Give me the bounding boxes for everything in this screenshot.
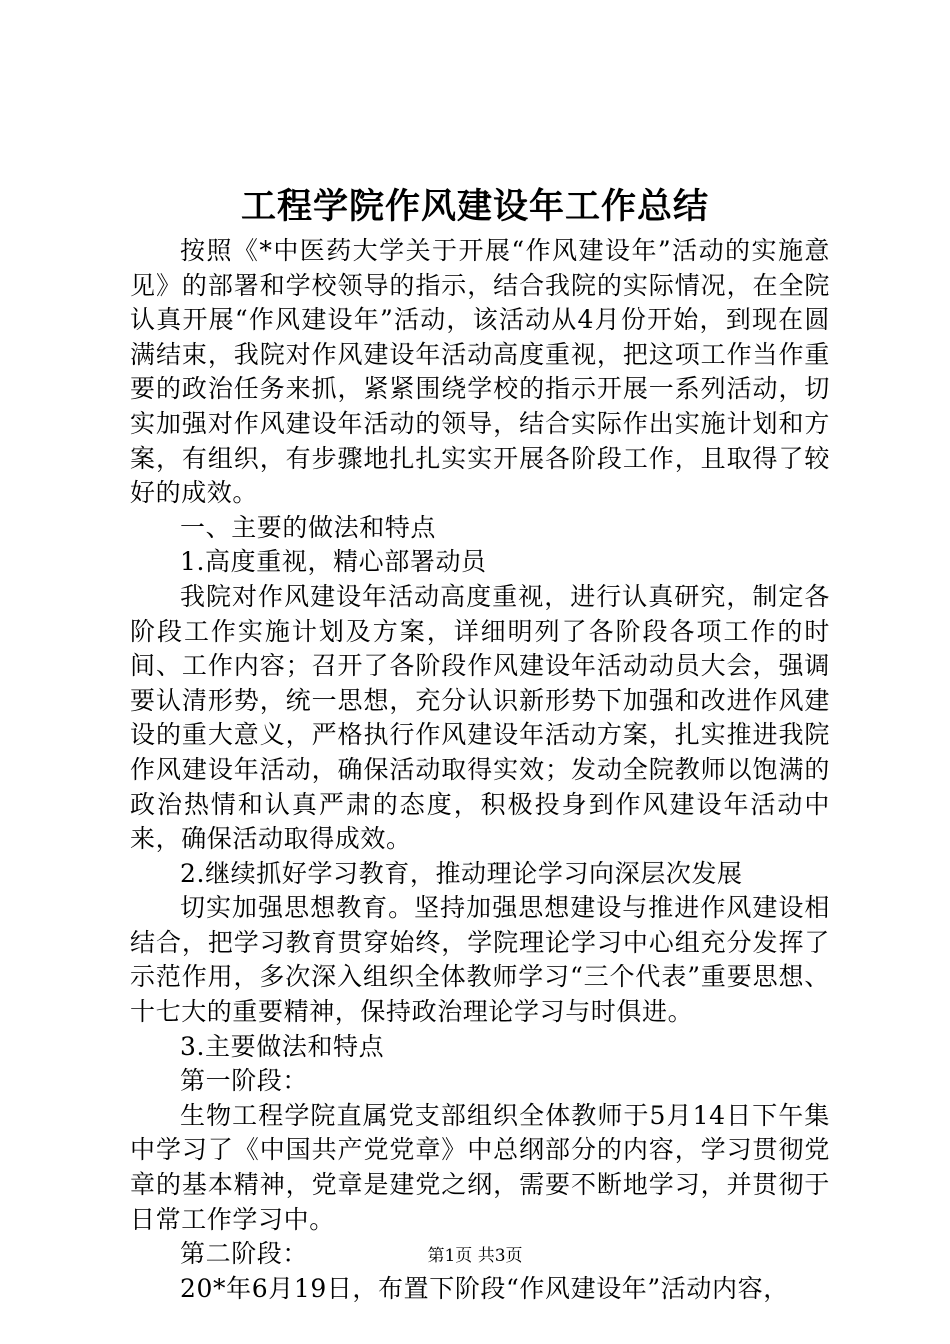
subheading-2: 2.继续抓好学习教育，推动理论学习向深层次发展 — [180, 858, 743, 888]
stage-2-label: 第二阶段： — [180, 1239, 309, 1269]
heading-main-practices: 一、主要的做法和特点 — [180, 512, 437, 542]
document-body — [130, 234, 830, 1306]
document-title: 工程学院作风建设年工作总结 — [240, 186, 709, 227]
paragraph-1: 我院对作风建设年活动高度重视，进行认真研究，制定各阶段工作实施计划及方案，详细明列了各阶段各项工作的时间、工作内容；召开了各阶段作风建设年活动动员大会，强调要认清形势，统一思想，充分认识新形势下加强和改进作风建设的重大意义，严格执行作风建设年活动方案，扎实推进我院作风建设年活动，确保活动取得实效；发动全院教师以饱满的政治热情和认真严肃的态度，积极投身到作风建设年活动中来，确保活动取得成效。 — [130, 581, 830, 854]
stage-1-label: 第一阶段： — [180, 1066, 309, 1096]
subheading-3: 3.主要做法和特点 — [180, 1031, 385, 1061]
paragraph-stage-1: 生物工程学院直属党支部组织全体教师于5月14日下午集中学习了《中国共产党党章》中总纲部分的内容，学习贯彻党章的基本精神，党章是建党之纲，需要不断地学习，并贯彻于日常工作学习中。 — [130, 1100, 830, 1234]
subheading-1: 1.高度重视，精心部署动员 — [180, 547, 487, 577]
paragraph-stage-2: 20*年6月19日，布置下阶段“作风建设年”活动内容， — [180, 1273, 789, 1303]
page-footer: 第1页 共3页 — [427, 1246, 523, 1266]
paragraph-2: 切实加强思想教育。坚持加强思想建设与推进作风建设相结合，把学习教育贯穿始终，学院理论学习中心组充分发挥了示范作用，多次深入组织全体教师学习“三个代表”重要思想、十七大的重要精神，保持政治理论学习与时俱进。 — [130, 893, 830, 1027]
paragraph-intro: 按照《*中医药大学关于开展“作风建设年”活动的实施意见》的部署和学校领导的指示，结合我院的实际情况，在全院认真开展“作风建设年”活动，该活动从4月份开始，到现在圆满结束，我院对作风建设年活动高度重视，把这项工作当作重要的政治任务来抓，紧紧围绕学校的指示开展一系列活动，切实加强对作风建设年活动的领导，结合实际作出实施计划和方案，有组织，有步骤地扎扎实实开展各阶段工作，且取得了较好的成效。 — [130, 236, 830, 508]
